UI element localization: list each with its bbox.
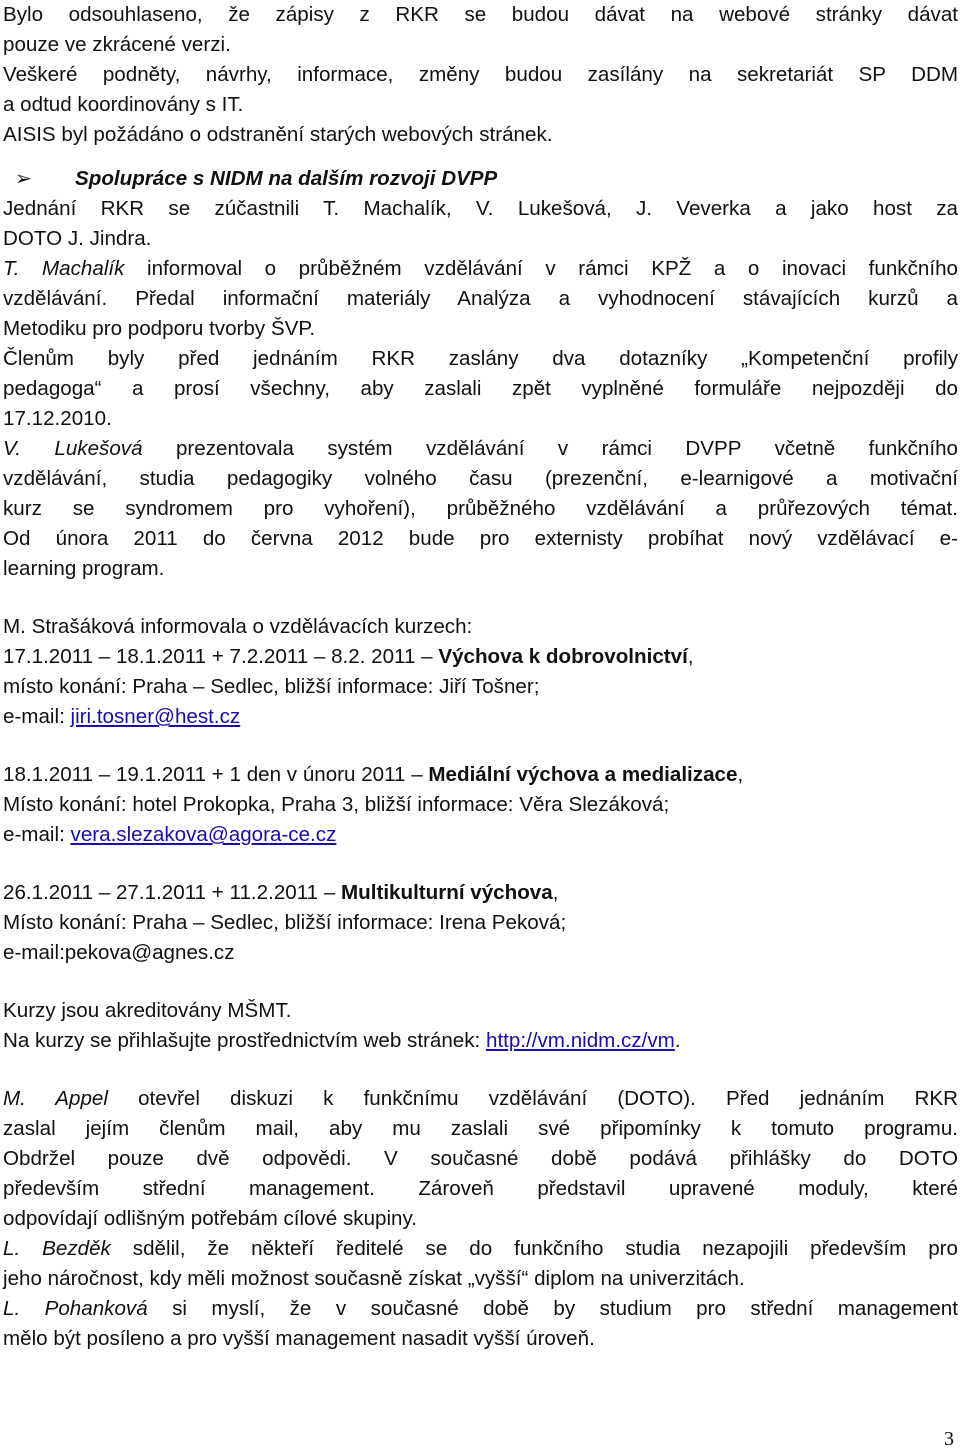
section-heading-text: Spolupráce s NIDM na dalším rozvoji DVPP — [75, 167, 498, 190]
spacer — [3, 850, 958, 878]
email-link[interactable]: vera.slezakova@agora-ce.cz — [70, 823, 337, 846]
paragraph-line: learning program. — [3, 557, 165, 580]
paragraph-line: mělo být posíleno a pro vyšší management nasadit vyšší úroveň. — [3, 1327, 595, 1350]
person-name: M. Appel — [3, 1087, 108, 1110]
course-email-line: e-mail: jiri.tosner@hest.cz — [3, 705, 241, 728]
arrow-bullet-icon: ➢ — [15, 168, 32, 190]
course-place: místo konání: Praha – Sedlec, bližší informace: Jiří Tošner; — [3, 675, 540, 698]
course-line: 18.1.2011 – 19.1.2011 + 1 den v únoru 2011 – Mediální výchova a medializace, — [3, 763, 744, 786]
paragraph-line: M. Strašáková informovala o vzdělávacích kurzech: — [3, 615, 473, 638]
paragraph-line: a odtud koordinovány s IT. — [3, 93, 244, 116]
document-page — [3, 0, 958, 1354]
paragraph-line: pedagoga“ a prosí všechny, aby zaslali zpět vyplněné formuláře nejpozději do — [3, 377, 958, 400]
paragraph-line: Kurzy jsou akreditovány MŠMT. — [3, 999, 292, 1022]
paragraph-line: Obdržel pouze dvě odpovědi. V současné době podává přihlášky do DOTO — [3, 1147, 958, 1170]
paragraph-line: jeho náročnost, kdy měli možnost současně získat „vyšší“ diplom na univerzitách. — [3, 1267, 745, 1290]
paragraph-line: kurz se syndromem pro vyhoření), průběžného vzdělávání a průřezových témat. — [3, 497, 958, 520]
paragraph-line: Jednání RKR se zúčastnili T. Machalík, V. Lukešová, J. Veverka a jako host za — [3, 197, 958, 220]
course-title: Výchova k dobrovolnictví — [438, 645, 688, 668]
course-email-line: e-mail: vera.slezakova@agora-ce.cz — [3, 823, 337, 846]
paragraph-line: vzdělávání, studia pedagogiky volného času (prezenční, e-learnigové a motivační — [3, 467, 958, 490]
course-title: Mediální výchova a medializace — [428, 763, 738, 786]
person-name: L. Pohanková — [3, 1297, 148, 1320]
paragraph-line: AISIS byl požádáno o odstranění starých webových stránek. — [3, 123, 553, 146]
person-name: T. Machalík — [3, 257, 125, 280]
section-heading — [3, 164, 958, 194]
paragraph-line: zaslal jejím členům mail, aby mu zaslali své připomínky k tomuto programu. — [3, 1117, 958, 1140]
paragraph-line: Veškeré podněty, návrhy, informace, změny budou zasílány na sekretariát SP DDM — [3, 63, 958, 86]
person-name: V. Lukešová — [3, 437, 143, 460]
paragraph-line: především střední management. Zároveň představil upravené moduly, které — [3, 1177, 958, 1200]
person-name: L. Bezděk — [3, 1237, 111, 1260]
course-title: Multikulturní výchova — [341, 881, 553, 904]
spacer — [3, 968, 958, 996]
paragraph-line: V. Lukešová prezentovala systém vzdělávání v rámci DVPP včetně funkčního — [3, 437, 958, 460]
spacer — [3, 584, 958, 612]
paragraph-line: vzdělávání. Předal informační materiály Analýza a vyhodnocení stávajících kurzů a — [3, 287, 958, 310]
website-link[interactable]: http://vm.nidm.cz/vm — [486, 1029, 675, 1052]
spacer — [3, 732, 958, 760]
paragraph-line: Bylo odsouhlaseno, že zápisy z RKR se budou dávat na webové stránky dávat — [3, 3, 958, 26]
course-email-line: e-mail:pekova@agnes.cz — [3, 941, 235, 964]
email-link[interactable]: jiri.tosner@hest.cz — [70, 705, 241, 728]
paragraph-line: 17.12.2010. — [3, 407, 112, 430]
paragraph-line: Od února 2011 do června 2012 bude pro externisty probíhat nový vzdělávací e- — [3, 527, 958, 550]
paragraph-line: T. Machalík informoval o průběžném vzdělávání v rámci KPŽ a o inovaci funkčního — [3, 257, 958, 280]
course-line: 17.1.2011 – 18.1.2011 + 7.2.2011 – 8.2. 2011 – Výchova k dobrovolnictví, — [3, 645, 694, 668]
course-place: Místo konání: hotel Prokopka, Praha 3, bližší informace: Věra Slezáková; — [3, 793, 670, 816]
paragraph-line: odpovídají odlišným potřebám cílové skupiny. — [3, 1207, 417, 1230]
course-line: 26.1.2011 – 27.1.2011 + 11.2.2011 – Multikulturní výchova, — [3, 881, 559, 904]
paragraph-line: Členům byly před jednáním RKR zaslány dva dotazníky „Kompetenční profily — [3, 347, 958, 370]
paragraph-line: Metodiku pro podporu tvorby ŠVP. — [3, 317, 316, 340]
paragraph-line: L. Bezděk sdělil, že někteří ředitelé se do funkčního studia nezapojili především pro — [3, 1237, 958, 1260]
page-number: 3 — [944, 1428, 954, 1450]
spacer — [3, 1056, 958, 1084]
course-place: Místo konání: Praha – Sedlec, bližší informace: Irena Peková; — [3, 911, 567, 934]
paragraph-line: L. Pohanková si myslí, že v současné době by studium pro střední management — [3, 1297, 958, 1320]
paragraph-line: DOTO J. Jindra. — [3, 227, 152, 250]
paragraph-line: Na kurzy se přihlašujte prostřednictvím web stránek: http://vm.nidm.cz/vm. — [3, 1029, 681, 1052]
paragraph-line: M. Appel otevřel diskuzi k funkčnímu vzdělávání (DOTO). Před jednáním RKR — [3, 1087, 958, 1110]
paragraph-line: pouze ve zkrácené verzi. — [3, 33, 231, 56]
